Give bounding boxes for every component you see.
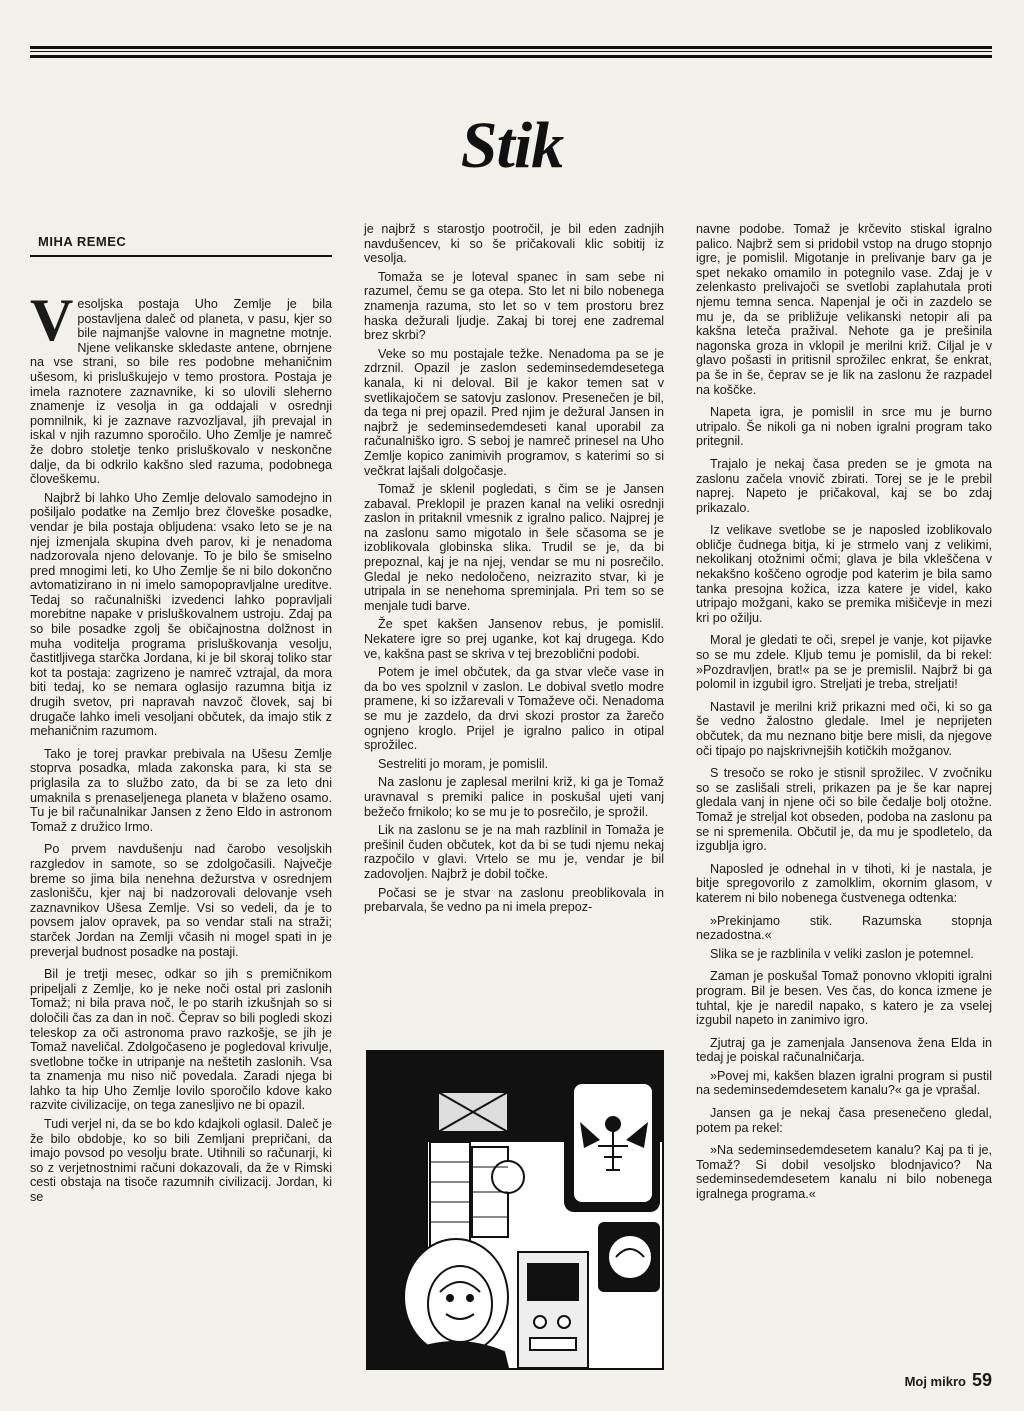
paragraph: Sestreliti jo moram, je pomislil. [378, 756, 549, 771]
paragraph: Iz velikave svetlobe se je naposled izoblikovalo obličje čudnega bitja, ki je strmelo vanj z velikimi, nekolikanj otožnimi očmi; glava je bila vkleščena v nekakšno koščeno ogrodje pod katerim je bila samo tanka presojna kožica, izza katere je videl, kako utripajo možgani, kako se premika mišičevje in mezi kri po ožilju. [696, 523, 992, 625]
column-1 [30, 287, 332, 1209]
paragraph: »Povej mi, kakšen blazen igralni program si pustil na sedeminsedemdesetem kanalu?« ga je vprašal. [696, 1068, 992, 1098]
magazine-name: Moj mikro [904, 1374, 966, 1389]
paragraph: navne podobe. Tomaž je krčevito stiskal igralno palico. Najbrž sem si pridobil vstop na drugo stopnjo igre, je pomislil. Migotanje in prelivanje barv ga je spet nekako omamilo in potegnilo vase. Zdaj je v zelenkasto prelivajoči se svetlobi zaplahutala proti njemu temna senca. Napenjal je oči in zazdelo se mu je, da se približuje velikanski netopir ali pa kakšna leteča pražival. Nehote ga je prešinila nagonska groza in vklopil je merilni križ. Ciljal je v glavo pošasti in pritisnil sprožilec enkrat, še enkrat, pa še in še, čeprav se je lik na zaslonu že razpadel na koščke. [696, 222, 992, 397]
astronaut-illustration [366, 1050, 664, 1370]
paragraph: Potem je imel občutek, da ga stvar vleče vase in da bo ves spolznil v zaslon. Le dobival svetlo modre pramene, ki so izžarevali v Tomaževe oči. Nenadoma se mu je zazdelo, da drvi skozi prostor za žarečo ognjeno kroglo. Prijel je igralno palico in otipal sprožilec. [364, 665, 664, 753]
page-footer [905, 1370, 992, 1391]
paragraph: Po prvem navdušenju nad čarobo vesoljskih razgledov in samote, so se zdolgočasili. Največje breme so jima bila nenehna dežurstva v osrednjem zaslonišču, kjer naj bi nadzorovali delovanje vseh zaznavnikov Ušesa Zemlje. Vsi so vedeli, da je to povsem jalov opravek, pa so vendar stali na straži; starček Jordan na Zemlji včasih ni mogel spati in je preverjal budnost posadke na postaji. [30, 842, 332, 959]
page-number: 59 [971, 1370, 992, 1390]
paragraph: Lik na zaslonu se je na mah razblinil in Tomaža je prešinil čuden občutek, kot da bi se tudi njemu nekaj razpočilo v glavi. Vrtelo se mu je, vendar je bil zadovoljen. Najbrž je dobil točke. [364, 823, 664, 881]
paragraph: Napeta igra, je pomislil in srce mu je burno utripalo. Še nikoli ga ni noben igralni program tako pritegnil. [696, 405, 992, 449]
paragraph: Zaman je poskušal Tomaž ponovno vklopiti igralni program. Bil je besen. Ves čas, do konca izmene je tuhtal, kje je naredil napako, s katero je za vselej izgubil napeto in zanimivo igro. [696, 969, 992, 1028]
paragraph: Veke so mu postajale težke. Nenadoma pa se je zdrznil. Opazil je zaslon sedeminsedemdesetega kanala, ki ni deloval. Bil je kakor temen sat v svetlikajočem se satovju zaslonov. Presenečen je bil, da tega ni prej opazil. Pred njim je dežural Jansen in najbrž je sedeminsedemdeseti kanal uporabil za računalniško igro. S seboj je namreč prinesel na Uho Zemlje kopico zanimivih programov, s katerimi so si večkrat lajšali dolgočasje. [364, 346, 664, 478]
paragraph: Bil je tretji mesec, odkar so jih s premičnikom pripeljali z Zemlje, ko je neke noči ostal pri zaslonih Tomaž; ni bila prava noč, le po starih izkušnjah so si določili čas za dan in noč. Čeprav so bili pogledi skozi teleskop za oči astronoma pravo razkošje, se jih je Tomaž naveličal. Zdolgočaseno je pogledoval krivulje, svetlobne točke in utripanje na neštetih zaslonih. Vsa ta znamenja mu niso nič povedala. Zaradi njega bi lahko ta hip Uho Zemlje lovilo sporočilo kdove kako razvite civilizacije, on tega zanesljivo ne bi opazil. [30, 967, 332, 1113]
paragraph: Nastavil je merilni križ prikazni med oči, ki so ga še vedno žalostno gledale. Imel je neprijeten občutek, da mu neznano bitje bere misli, da njegove oči tipajo po najskrivnejših kotičkih možganov. [696, 699, 992, 758]
paragraph: Že spet kakšen Jansenov rebus, je pomislil. Nekatere igre so prej uganke, kot kaj drugega. Kdo ve, kakšna past se skriva v tej brezoblični podobi. [364, 617, 664, 661]
paragraph: Vesoljska postaja Uho Zemlje je bila postavljena daleč od planeta, v pasu, kjer so bile najmanjše valovne in magnetne motnje. Njene velikanske skledaste antene, obrnjene na vse strani, so bile res podobne mehaničnim ušesom, ki prisluškujejo v temo prostora. Postaja je imela raznotere zaznavnike, ki so ulovili sleherno znamenje iz vesolja in ga oddajali v osrednji pomnilnik, ki je zaznave razvozljaval, jih prevajal in iskal v njih razumno sporočilo. Uho Zemlje je namreč že dobro stoletje tenko prisluškovalo v neskončne dalje, da bi odkrilo kakšno sled razuma, podobnega človeškemu. [30, 287, 332, 487]
header-rule [30, 46, 992, 58]
paragraph: »Na sedeminsedemdesetem kanalu? Kaj pa ti je, Tomaž? Si dobil vesoljsko blodnjavico? Na sedeminsedemdesetem kanalu ni bilo nobenega igralnega programa.« [696, 1143, 992, 1202]
author-name: MIHA REMEC [38, 234, 127, 249]
paragraph: Tomaža se je loteval spanec in sam sebe ni razumel, čemu se ga otepa. Sto let ni bilo nobenega znamenja razuma, sto let so v tem prostoru brez haska dežurali ljudje. Zakaj bi torej ene zadremal brez skrbi? [364, 269, 664, 343]
drop-cap: V [30, 287, 74, 353]
column-3 [696, 222, 992, 1206]
article-title: Stik [460, 109, 564, 182]
paragraph: Slika se je razblinila v veliki zaslon je potemnel. [710, 946, 974, 961]
author-rule [30, 255, 332, 257]
paragraph: Zjutraj ga je zamenjala Jansenova žena Elda in tedaj je poiskal računalničarja. [696, 1035, 992, 1065]
paragraph: Moral je gledati te oči, srepel je vanje, kot pijavke so se mu zdele. Kljub temu je pomislil, da bi rekel: »Pozdravljen, brat!« pa se je premislil. Najbrž bi ga polomil in izgubil igro. Streljati je treba, streljati! [696, 633, 992, 692]
column-2 [364, 222, 664, 919]
paragraph: Tako je torej pravkar prebivala na Ušesu Zemlje stoprva posadka, mlada zakonska para, ki sta se priglasila za to službo zato, da bi se za leto dni umaknila s prenaseljenega planeta v blaženo osamo. Tu je bil računalnikar Jansen z ženo Eldo in astronom Tomaž z družico Irmo. [30, 746, 332, 834]
paragraph: Tudi verjel ni, da se bo kdo kdajkoli oglasil. Daleč je že bilo obdobje, ko so bili Zemljani prepričani, da imajo povsod po vesolju brate. Utihnili so računarji, ki so z verjetnostnimi računi dokazovali, da že v Rimski cesti obstaja na tisoče razumnih civilizacij. Jordan, ki se [30, 1117, 332, 1205]
paragraph: Na zaslonu je zaplesal merilni križ, ki ga je Tomaž uravnaval s premiki palice in poskušal ujeti vanj bežečo frnikolo; ko se mu je to posrečilo, je sprožil. [364, 775, 664, 819]
paragraph: Najbrž bi lahko Uho Zemlje delovalo samodejno in pošiljalo podatke na Zemljo brez človeške posadke, vendar je bila postaja obljudena: vsako leto se je na njej izmenjala skupina dveh parov, ki je nenadoma nadzorovala njeno delovanje. To je bilo še smiselno pred mnogimi leti, ko Uho Zemlje še ni bilo dokončno avtomatizirano in ni imelo samopopravljalne ureditve. Tedaj so računalniški izvedenci lahko popravljali morebitne napake v prisluškovalnem ustroju. Zdaj pa so bile posadke zgolj še običajnostna dolžnost in muha voditelja programa prisluškovanja vesolju, častitljivega starčka Jordana, ki je bil skoraj toliko star kot ta postaja: zagrizeno je namreč vztrajal, da mora biti tedaj, ko se nemara oglasijo razumna bitja iz drugih svetov, pri napravah navzoč človek, saj bi drugače lahko imeli vesoljani občutek, da imajo stik z mehaničnim razumom. [30, 490, 332, 739]
paragraph: Trajalo je nekaj časa preden se je gmota na zaslonu začela vnovič zbirati. Torej se je le prebil naprej. Napeto je pričakoval, kaj se bo zdaj prikazalo. [696, 456, 992, 515]
paragraph: S tresočo se roko je stisnil sprožilec. V zvočniku so se zaslišali streli, prikazen pa je še kar naprej gledala vanj in njene oči so bile čedalje bolj otožne. Tomaž je streljal kot obseden, podoba na zaslonu pa se ni spremenila. Občutil je, da mu je spodletelo, da izgublja igro. [696, 766, 992, 854]
paragraph: Tomaž je sklenil pogledati, s čim se je Jansen zabaval. Preklopil je prazen kanal na veliki osrednji zaslon in pritaknil vmesnik z igralno palico. Najprej je na zaslonu samo migotalo in šele sčasoma se je izoblikovala globinska slika. Trudil se je, da bi prepoznal, kaj je na njej, vendar se mu ni posrečilo. Gledal je neko nedoločeno, neizrazito stvar, ki je utripala in se nenehoma spreminjala. Pri tem so se menjale tudi barve. [364, 482, 664, 613]
illustration-drawing [368, 1052, 662, 1368]
paragraph: Naposled je odnehal in v tihoti, ki je nastala, je bitje spregovorilo z zamolklim, okornim glasom, v katerem ni bilo nobenega čustvenega odtenka: [696, 861, 992, 905]
paragraph: Jansen ga je nekaj časa presenečeno gledal, potem pa rekel: [696, 1106, 992, 1135]
paragraph: »Prekinjamo stik. Razumska stopnja nezadostna.« [696, 913, 992, 943]
paragraph: Počasi se je stvar na zaslonu preoblikovala in prebarvala, še vedno pa ni imela prepoz- [364, 885, 664, 915]
paragraph: je najbrž s starostjo pootročil, je bil eden zadnjih navdušencev, ki so še pričakovali klic sobitij iz vesolja. [364, 222, 664, 266]
